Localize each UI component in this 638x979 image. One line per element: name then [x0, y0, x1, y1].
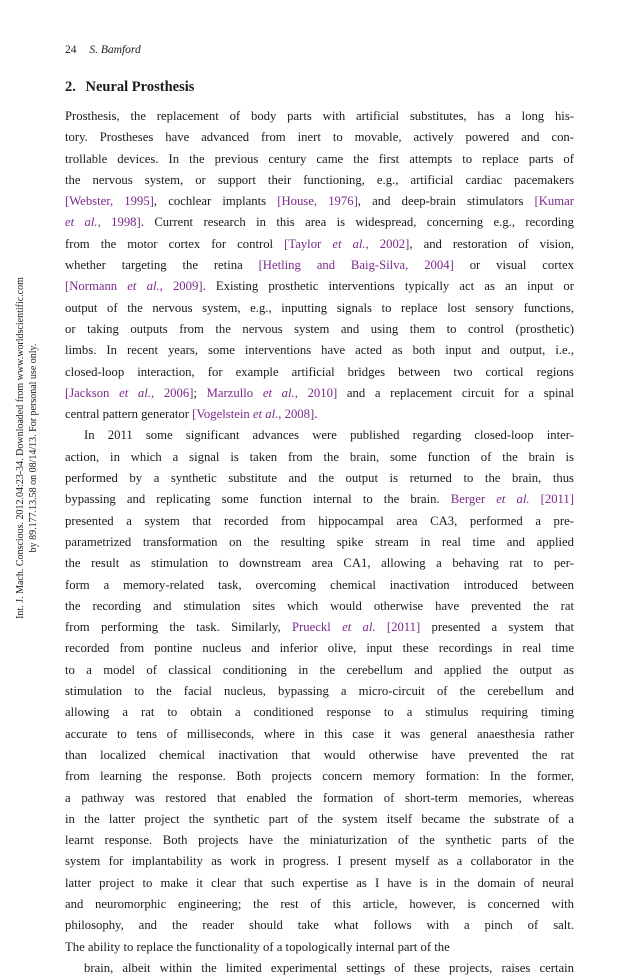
text-run: and a replacement circuit for a spinal: [337, 385, 574, 400]
text-line: [65, 255, 574, 276]
text-run: recorded from pontine nucleus and inferior olive, input these recordings in real time: [65, 641, 574, 656]
text-line: [65, 937, 574, 958]
text-run: system for implantability as work in progress. I present myself as a collaborator in the: [65, 854, 574, 869]
text-line: [65, 788, 574, 809]
citation-link[interactable]: et al.: [127, 279, 160, 294]
section-number: 2.: [65, 79, 76, 95]
text-run: In 2011 some significant advances were published regarding closed-loop inter-: [84, 428, 574, 443]
citation-link[interactable]: [Normann: [65, 279, 128, 294]
citation-link[interactable]: [Kumar: [534, 194, 574, 209]
text-line: [65, 170, 574, 191]
text-line: [65, 915, 574, 936]
text-run: output of the nervous system, e.g., inputting signals to replace lost sensory functions,: [65, 300, 574, 315]
citation-link[interactable]: , 2010]: [294, 385, 338, 400]
citation-link[interactable]: [2011]: [375, 620, 421, 635]
text-line: [65, 511, 574, 532]
text-run: than localized chemical inactivation that would otherwise have prevented the rat: [65, 747, 574, 762]
section-heading: [65, 79, 194, 96]
text-line: [65, 149, 574, 170]
text-line: [65, 127, 574, 148]
text-run: latter project to make it clear that such expertise as I have is in the domain of neural: [65, 875, 574, 890]
text-run: the nervous system, or support their functioning, e.g., artificial cardiac pacemakers: [65, 172, 574, 187]
text-line: [65, 191, 574, 212]
text-run: the recording and stimulation sites which would otherwise have prevented the rat: [65, 598, 574, 613]
text-line: [65, 340, 574, 361]
text-run: , cochlear implants: [153, 194, 278, 209]
text-run: to a model of classical conditioning in the cerebellum and applied the output as: [65, 662, 574, 677]
text-line: [65, 234, 574, 255]
text-line: [65, 362, 574, 383]
text-run: . Current research in this area is widespread, concerning e.g., recording: [140, 215, 574, 230]
text-run: bypassing and replicating some function internal to the brain.: [65, 492, 451, 507]
text-run: or taking outputs from the nervous system and using them to control (prosthetic): [65, 321, 574, 336]
citation-link[interactable]: et al.: [496, 492, 530, 507]
text-run: . Existing prosthetic interventions typically act as an input or: [202, 279, 574, 294]
citation-link[interactable]: , 2009]: [159, 279, 203, 294]
citation-link[interactable]: [House, 1976]: [277, 194, 358, 209]
text-line: [65, 660, 574, 681]
citation-link[interactable]: [Hetling and Baig-Silva, 2004]: [258, 258, 454, 273]
text-line: [65, 873, 574, 894]
citation-link[interactable]: , 2006]: [150, 385, 194, 400]
citation-link[interactable]: , 2002]: [365, 236, 410, 251]
citation-link[interactable]: et al.: [262, 385, 295, 400]
citation-link[interactable]: [Vogelstein: [192, 407, 253, 422]
section-title: Neural Prosthesis: [85, 79, 195, 95]
text-run: closed-loop interaction, for example artificial bridges between two cortical regions: [65, 364, 574, 379]
running-head: [65, 44, 141, 56]
text-line: [65, 724, 574, 745]
text-run: in the latter project the synthetic part of the system itself became the substrate of a: [65, 811, 574, 826]
citation-link[interactable]: et al.: [332, 236, 366, 251]
text-line: [65, 106, 574, 127]
citation-link[interactable]: et al.: [252, 407, 279, 422]
text-line: [65, 894, 574, 915]
text-run: philosophy, and the reader should take what follows with a pinch of salt.: [65, 918, 574, 933]
text-run: ;: [193, 385, 207, 400]
citation-link[interactable]: Marzullo: [206, 385, 263, 400]
text-run: form a memory-related task, overcoming chemical inactivation introduced between: [65, 577, 574, 592]
text-line: [65, 276, 574, 297]
citation-link[interactable]: et al.: [119, 385, 151, 400]
text-run: trollable devices. In the previous century came the first attempts to replace parts of: [65, 151, 574, 166]
text-line: [65, 958, 574, 979]
text-run: tory. Prostheses have advanced from inert to movable, actively powered and con-: [65, 130, 574, 145]
text-line: [65, 383, 574, 404]
page-number: 24: [65, 44, 77, 56]
citation-link[interactable]: Berger: [450, 492, 497, 507]
text-line: [65, 532, 574, 553]
text-line: [65, 702, 574, 723]
text-run: whether targeting the retina: [65, 258, 259, 273]
text-line: [65, 489, 574, 510]
text-run: or visual cortex: [453, 258, 574, 273]
text-line: [65, 298, 574, 319]
text-run: presented a system that recorded from hippocampal area CA3, performed a pre-: [65, 513, 574, 528]
text-run: from learning the response. Both projects concern memory formation: In the former,: [65, 769, 574, 784]
citation-link[interactable]: Prueckl: [291, 620, 343, 635]
text-line: [65, 638, 574, 659]
text-line: [65, 809, 574, 830]
citation-link[interactable]: [Webster, 1995]: [65, 194, 154, 209]
text-line: [65, 319, 574, 340]
citation-link[interactable]: et al.: [342, 620, 376, 635]
text-line: [65, 212, 574, 233]
body-text: [65, 106, 574, 979]
download-notice: [14, 277, 40, 619]
text-run: limbs. In recent years, some interventions have acted as both input and output, i.e.,: [65, 343, 574, 358]
text-line: [65, 447, 574, 468]
text-run: a pathway was restored that enabled the formation of short-term memories, whereas: [65, 790, 574, 805]
text-run: central pattern generator: [65, 407, 193, 422]
text-line: [65, 425, 574, 446]
text-run: The ability to replace the functionality of a topologically internal part of the: [65, 939, 450, 954]
text-line: [65, 617, 574, 638]
text-line: [65, 575, 574, 596]
text-run: allowing a rat to obtain a conditioned response to a stimulus requiring timing: [65, 705, 574, 720]
text-run: presented a system that: [420, 620, 574, 635]
text-run: learnt response. Both projects have the miniaturization of the synthetic parts of the: [65, 833, 574, 848]
text-run: and neuromorphic engineering; the rest of this article, however, is concerned with: [65, 896, 574, 911]
text-line: [65, 468, 574, 489]
text-run: action, in which a signal is taken from the brain, some function of the brain is: [65, 449, 574, 464]
citation-link[interactable]: [2011]: [529, 492, 574, 507]
text-run: , and deep-brain stimulators: [357, 194, 535, 209]
download-notice-line-2: by 89.177.13.58 on 08/14/13. For personal use only.: [28, 343, 39, 553]
citation-link[interactable]: [Jackson: [65, 385, 120, 400]
text-line: [65, 830, 574, 851]
text-run: stimulation to the facial nucleus, bypassing a micro-circuit of the cerebellum and: [65, 684, 574, 699]
text-line: [65, 681, 574, 702]
text-run: brain, albeit within the limited experimental settings of these projects, raises certain: [84, 960, 574, 975]
text-run: accurate to tens of milliseconds, where in this case it was general anaesthesia rather: [65, 726, 574, 741]
citation-link[interactable]: et al.: [65, 215, 98, 230]
text-run: .: [314, 407, 318, 422]
text-run: from performing the task. Similarly,: [65, 620, 292, 635]
text-line: [65, 404, 574, 425]
text-line: [65, 553, 574, 574]
citation-link[interactable]: , 2008]: [278, 407, 315, 422]
text-run: from the motor cortex for control: [65, 236, 285, 251]
text-line: [65, 851, 574, 872]
text-run: parametrized transformation on the resulting spike stream in real time and applied: [65, 534, 574, 549]
citation-link[interactable]: [Taylor: [284, 236, 333, 251]
text-line: [65, 745, 574, 766]
download-notice-line-1: Int. J. Mach. Conscious. 2012.04:23-34. Downloaded from www.worldscientific.com: [15, 277, 26, 619]
text-run: the result as stimulation to downstream area CA1, allowing a behaving rat to per-: [65, 556, 574, 571]
text-line: [65, 766, 574, 787]
text-run: performed by a synthetic substitute and the output is returned to the brain, thus: [65, 471, 574, 486]
text-run: , and restoration of vision,: [409, 236, 574, 251]
text-line: [65, 596, 574, 617]
citation-link[interactable]: , 1998]: [97, 215, 141, 230]
text-run: Prosthesis, the replacement of body parts with artificial substitutes, has a long his-: [65, 109, 574, 123]
running-head-author: S. Bamford: [89, 44, 141, 56]
